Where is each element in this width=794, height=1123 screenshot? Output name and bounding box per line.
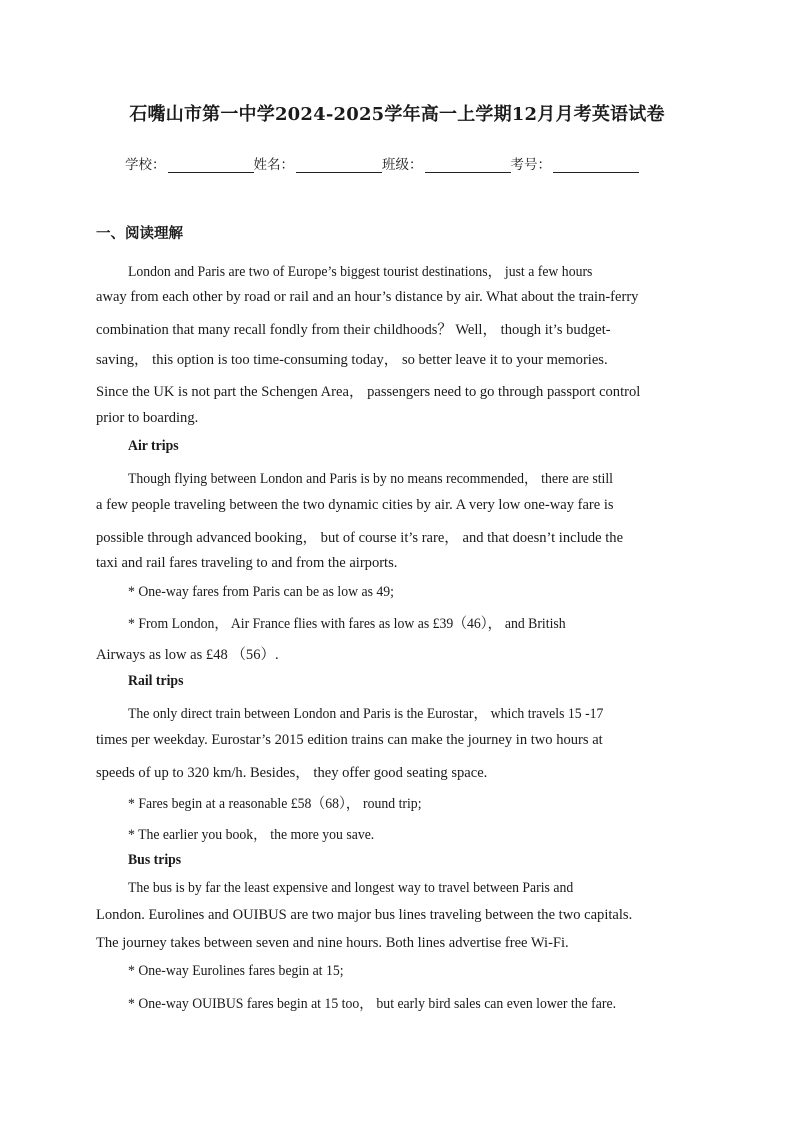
passage-line: speeds of up to 320 km/h. Besides， they offer good seating space. [96, 765, 488, 781]
name-label: 姓名： [253, 157, 294, 173]
student-info-row [125, 153, 685, 173]
name-field [254, 153, 383, 173]
school-field [125, 153, 254, 173]
passage-line: London and Paris are two of Europe’s biggest tourist destinations， just a few hours [128, 264, 593, 280]
subheading-bus-trips: Bus trips [128, 852, 182, 868]
passage-line: away from each other by road or rail and an hour’s distance by air. What about the train-ferry [96, 289, 639, 305]
school-blank[interactable] [168, 158, 254, 173]
passage-line: a few people traveling between the two dynamic cities by air. A very low one-way fare is [96, 497, 614, 513]
section-heading: 一、阅读理解 [96, 226, 183, 242]
passage-line: prior to boarding. [96, 410, 199, 426]
passage-line: Since the UK is not part the Schengen Area， passengers need to go through passport control [96, 384, 641, 400]
passage-line: The bus is by far the least expensive and longest way to travel between Paris and [128, 880, 574, 896]
school-label: 学校： [125, 157, 166, 173]
passage-line: The journey takes between seven and nine hours. Both lines advertise free Wi-Fi. [96, 935, 569, 951]
bullet-line: * From London， Air France flies with fares as low as £39（46）， and British [128, 616, 566, 632]
bullet-line: * One-way OUIBUS fares begin at 15 too， but early bird sales can even lower the fare. [128, 996, 617, 1012]
passage-line: Airways as low as £48 （56）. [96, 647, 279, 663]
bullet-line: * One-way fares from Paris can be as low as 49; [128, 584, 394, 600]
passage-line: possible through advanced booking， but of course it’s rare， and that doesn’t include the [96, 530, 624, 546]
class-blank[interactable] [425, 158, 511, 173]
subheading-air-trips: Air trips [128, 438, 179, 454]
class-label: 班级： [382, 157, 423, 173]
passage-line: taxi and rail fares traveling to and from the airports. [96, 555, 398, 571]
bullet-line: * One-way Eurolines fares begin at 15; [128, 963, 344, 979]
passage-line: times per weekday. Eurostar’s 2015 edition trains can make the journey in two hours at [96, 732, 603, 748]
class-field [382, 153, 511, 173]
bullet-line: * Fares begin at a reasonable £58（68）， round trip; [128, 796, 422, 812]
bullet-line: * The earlier you book， the more you save. [128, 827, 375, 843]
exam-number-blank[interactable] [553, 158, 639, 173]
passage-line: Though flying between London and Paris is by no means recommended， there are still [128, 471, 613, 487]
passage-line: The only direct train between London and Paris is the Eurostar， which travels 15 -17 [128, 706, 604, 722]
passage-line: saving， this option is too time-consuming today， so better leave it to your memories. [96, 352, 608, 368]
exam-number-label: 考号： [510, 157, 551, 173]
passage-line: London. Eurolines and OUIBUS are two major bus lines traveling between the two capitals. [96, 907, 633, 923]
subheading-rail-trips: Rail trips [128, 673, 184, 689]
exam-number-field [511, 153, 640, 173]
name-blank[interactable] [296, 158, 382, 173]
passage-line: combination that many recall fondly from their childhoods？ Well， though it’s budget- [96, 322, 611, 338]
exam-title: 石嘴山市第一中学2024-2025学年高一上学期12月月考英语试卷 [129, 104, 665, 125]
